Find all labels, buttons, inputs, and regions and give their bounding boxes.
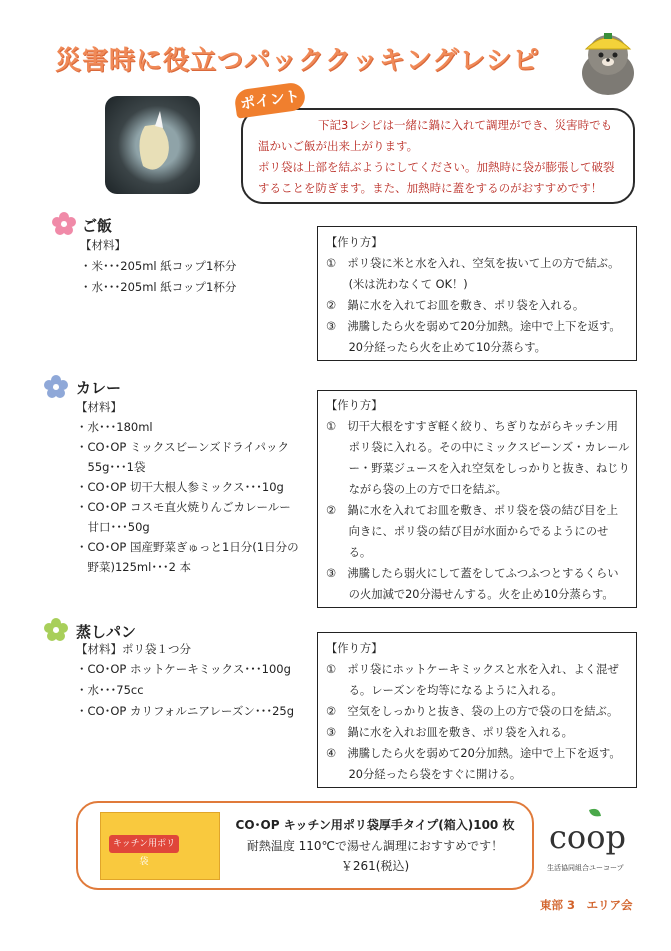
method-step: る。 (326, 546, 372, 559)
method-step: 20分経ったら火を止めて10分蒸らす。 (326, 341, 546, 354)
material-item: ・CO･OP コスモ直火焼りんごカレールー (76, 500, 291, 514)
material-item: ・CO･OP ホットケーキミックス･･･100g (76, 662, 291, 676)
point-badge: ポイント (233, 81, 306, 118)
material-item: ・水･･･205ml 紙コップ1杯分 (80, 280, 237, 294)
method-box-rice (317, 226, 637, 361)
method-step: ー・野菜ジュースを入れ空気をしっかりと抜き、ねじり (326, 462, 630, 475)
method-step: ③ 沸騰したら弱火にして蓋をしてふつふつとするくらい (326, 567, 619, 580)
material-item: ・水･･･180ml (76, 420, 153, 434)
method-step: ④ 沸騰したら火を弱めて20分加熱。途中で上下を返す。 (326, 747, 621, 760)
product-package-label: キッチン用ポリ袋 (109, 835, 179, 853)
method-step: (米は洗わなくて OK！) (326, 278, 468, 291)
product-description: 耐熱温度 110℃で湯せん調理におすすめです！ (246, 839, 504, 853)
mascot-otter-icon (573, 25, 643, 97)
cooking-photo (105, 96, 200, 194)
coop-logo-brand: coop (549, 818, 626, 856)
material-item: ・水･･･75cc (76, 683, 144, 697)
point-line: ポリ袋は上部を結ぶようにしてください。加熱時に袋が膨張して破裂 (258, 160, 615, 174)
method-step: ① 切干大根をすすぎ軽く絞り、ちぎりながらキッチン用 (326, 420, 618, 433)
material-item: 55g･･･1袋 (76, 460, 146, 474)
recipe-title-rice: ご飯 (82, 217, 113, 235)
method-step: る。レーズンを均等になるように入れる。 (326, 684, 563, 697)
method-header: 【作り方】 (326, 236, 383, 249)
material-item: 野菜)125ml･･･2 本 (76, 560, 192, 574)
materials-header: 【材料】 (76, 400, 122, 414)
flower-pink-icon (52, 212, 76, 236)
materials-header: 【材料】 (80, 238, 126, 252)
product-name: CO･OP キッチン用ポリ袋厚手タイプ(箱入)100 枚 (235, 818, 515, 832)
material-item: ・CO･OP 国産野菜ぎゅっと1日分(1日分の (76, 540, 299, 554)
materials-header: 【材料】ポリ袋１つ分 (76, 642, 191, 656)
recipe-title-curry: カレー (76, 379, 122, 397)
material-item: ・CO･OP カリフォルニアレーズン･･･25g (76, 704, 295, 718)
method-step: ① ポリ袋にホットケーキミックスと水を入れ、よく混ぜ (326, 663, 619, 676)
material-item: ・米･･･205ml 紙コップ1杯分 (80, 259, 237, 273)
flower-green-icon (44, 618, 68, 642)
product-image (100, 812, 220, 880)
point-line: 温かいご飯が出来上がります。 (258, 139, 419, 153)
method-step: ③ 沸騰したら火を弱めて20分加熱。途中で上下を返す。 (326, 320, 621, 333)
recipe-title-steamed-bread: 蒸しパン (76, 623, 137, 641)
point-line: 下記3レシピは一緒に鍋に入れて調理ができ、災害時でも (318, 118, 613, 132)
method-step: ② 鍋に水を入れてお皿を敷き、ポリ袋を袋の結び目を上 (326, 504, 619, 517)
method-step: ① ポリ袋に米と水を入れ、空気を抜いて上の方で結ぶ。 (326, 257, 620, 270)
coop-logo (543, 806, 629, 876)
material-item: ・CO･OP 切干大根人参ミックス･･･10g (76, 480, 284, 494)
method-step: ながら袋の上の方で口を結ぶ。 (326, 483, 507, 496)
product-price: ￥261(税込) (340, 859, 410, 873)
area-label: 東部 3 エリア会 (540, 898, 633, 912)
method-step: ② 空気をしっかりと抜き、袋の上の方で袋の口を結ぶ。 (326, 705, 619, 718)
method-step: ③ 鍋に水を入れお皿を敷き、ポリ袋を入れる。 (326, 726, 573, 739)
material-item: 甘口･･･50g (76, 520, 150, 534)
method-header: 【作り方】 (326, 642, 383, 655)
method-step: ポリ袋に入れる。その中にミックスビーンズ・カレール (326, 441, 630, 454)
flower-blue-icon (44, 375, 68, 399)
method-step: 20分経ったら袋をすぐに開ける。 (326, 768, 522, 781)
method-header: 【作り方】 (326, 399, 383, 412)
material-item: ・CO･OP ミックスビーンズドライパック (76, 440, 290, 454)
coop-logo-org: 生活協同組合ユーコープ (547, 864, 624, 872)
method-box-curry (317, 390, 637, 608)
method-step: ② 鍋に水を入れてお皿を敷き、ポリ袋を入れる。 (326, 299, 585, 312)
method-step: の火加減で20分湯せんする。火を止め10分蒸らす。 (326, 588, 614, 601)
method-box-steamed-bread (317, 632, 637, 788)
method-step: 向きに、ポリ袋の結び目が水面からでるようにのせ (326, 525, 609, 538)
page-title: 災害時に役立つパッククッキングレシピ (55, 46, 540, 76)
point-line: することを防ぎます。また、加熱時に蓋をするのがおすすめです！ (258, 181, 603, 195)
